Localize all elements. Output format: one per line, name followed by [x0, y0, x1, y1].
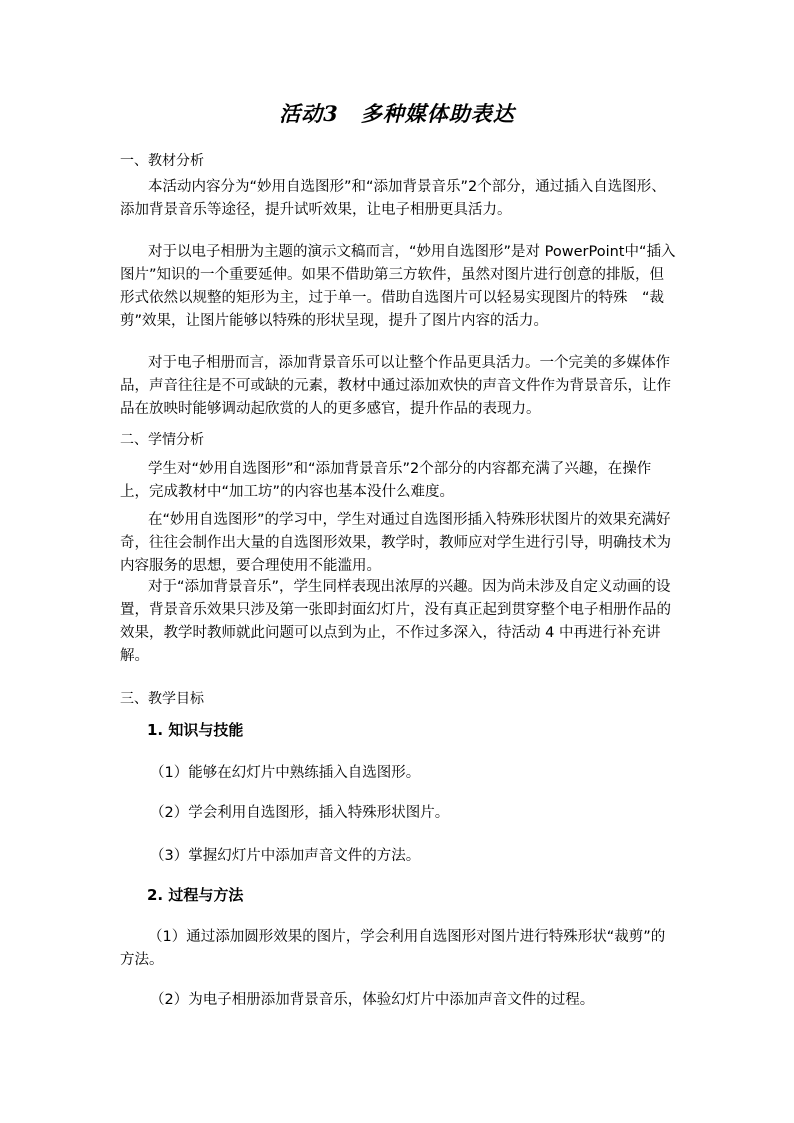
paragraph: 对于以电子相册为主题的演示文稿而言，“妙用自选图形”是对 PowerPoint中“插入图片”知识的一个重要延伸。如果不借助第三方软件，虽然对图片进行创意的排版，但形式依然以规整的矩形为主，过于单一。借助自选图片可以轻易实现图片的特殊 “裁剪”效果，让图片能够以特殊的形状呈现，提升了图片内容的活力。 [120, 244, 676, 329]
paragraph: 学生对“妙用自选图形”和“添加背景音乐”2个部分的内容都充满了兴趣，在操作上，完成教材中“加工坊”的内容也基本没什么难度。 [120, 461, 652, 500]
list-item: （2）学会利用自选图形，插入特殊形状图片。 [150, 805, 450, 821]
section-heading-objectives: 三、教学目标 [120, 691, 204, 707]
page-title: 活动3 多种媒体助表达 [279, 101, 515, 126]
list-item: （1）能够在幻灯片中熟练插入自选图形。 [150, 765, 421, 781]
list-item: （2）为电子相册添加背景音乐，体验幻灯片中添加声音文件的过程。 [150, 992, 595, 1008]
paragraph: （1）通过添加圆形效果的图片，学会利用自选图形对图片进行特殊形状“裁剪”的方法。 [120, 929, 666, 968]
section-heading-students: 二、学情分析 [120, 432, 204, 448]
list-item: （3）掌握幻灯片中添加声音文件的方法。 [150, 848, 421, 864]
paragraph: 对于“添加背景音乐”，学生同样表现出浓厚的兴趣。因为尚未涉及自定义动画的设置，背景音乐效果只涉及第一张即封面幻灯片，没有真正起到贯穿整个电子相册作品的效果，教学时教师就此问题可以点到为止，不作过多深入，待活动 4 中再进行补充讲解。 [120, 579, 671, 664]
section-heading-materials: 一、教材分析 [120, 153, 204, 169]
paragraph: 对于电子相册而言，添加背景音乐可以让整个作品更具活力。一个完美的多媒体作品，声音往往是不可或缺的元素，教材中通过添加欢快的声音文件作为背景音乐，让作品在放映时能够调动起欣赏的人的更多感官，提升作品的表现力。 [120, 355, 671, 417]
paragraph: 在“妙用自选图形”的学习中，学生对通过自选图形插入特殊形状图片的效果充满好奇，往往会制作出大量的自选图形效果，教学时，教师应对学生进行引导，明确技术为内容服务的思想，要合理使用不能滥用。 [120, 512, 671, 574]
subheading-process-method: 2. 过程与方法 [147, 886, 244, 904]
subheading-knowledge-skills: 1. 知识与技能 [147, 721, 244, 739]
paragraph: 本活动内容分为“妙用自选图形”和“添加背景音乐”2个部分，通过插入自选图形、添加背景音乐等途径，提升试听效果，让电子相册更具活力。 [120, 179, 666, 218]
